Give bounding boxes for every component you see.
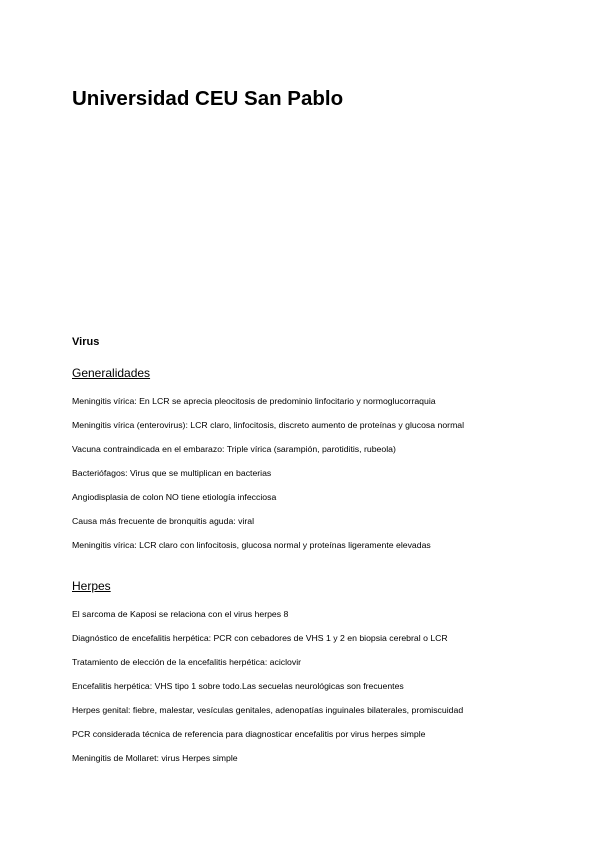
- list-item: Bacteriófagos: Virus que se multiplican en bacterias: [72, 468, 272, 478]
- section-heading-virus: Virus: [72, 336, 100, 348]
- list-item: Tratamiento de elección de la encefalitis herpética: aciclovir: [72, 657, 302, 667]
- list-item: Encefalitis herpética: VHS tipo 1 sobre todo.Las secuelas neurológicas son frecuentes: [72, 681, 404, 691]
- subheading-generalidades: Generalidades: [72, 366, 151, 380]
- page-title: Universidad CEU San Pablo: [72, 87, 344, 110]
- subheading-herpes: Herpes: [72, 579, 111, 593]
- list-item: Herpes genital: fiebre, malestar, vesículas genitales, adenopatías inguinales bilaterales, promiscuidad: [72, 705, 464, 715]
- list-item: PCR considerada técnica de referencia para diagnosticar encefalitis por virus herpes simple: [72, 729, 426, 739]
- list-item: Meningitis vírica: En LCR se aprecia pleocitosis de predominio linfocitario y normoglucorraquia: [72, 396, 436, 406]
- list-item: Diagnóstico de encefalitis herpética: PCR con cebadores de VHS 1 y 2 en biopsia cerebral o LCR: [72, 633, 448, 643]
- list-item: Meningitis vírica (enterovirus): LCR claro, linfocitosis, discreto aumento de proteínas y glucosa normal: [72, 420, 465, 430]
- list-item: Causa más frecuente de bronquitis aguda: viral: [72, 516, 255, 526]
- list-item: Meningitis de Mollaret: virus Herpes simple: [72, 753, 238, 763]
- list-item: El sarcoma de Kaposi se relaciona con el virus herpes 8: [72, 609, 289, 619]
- list-item: Meningitis vírica: LCR claro con linfocitosis, glucosa normal y proteínas ligeramente elevadas: [72, 540, 431, 550]
- list-item: Vacuna contraindicada en el embarazo: Triple vírica (sarampión, parotiditis, rubeola): [72, 444, 396, 454]
- list-item: Angiodisplasia de colon NO tiene etiología infecciosa: [72, 492, 277, 502]
